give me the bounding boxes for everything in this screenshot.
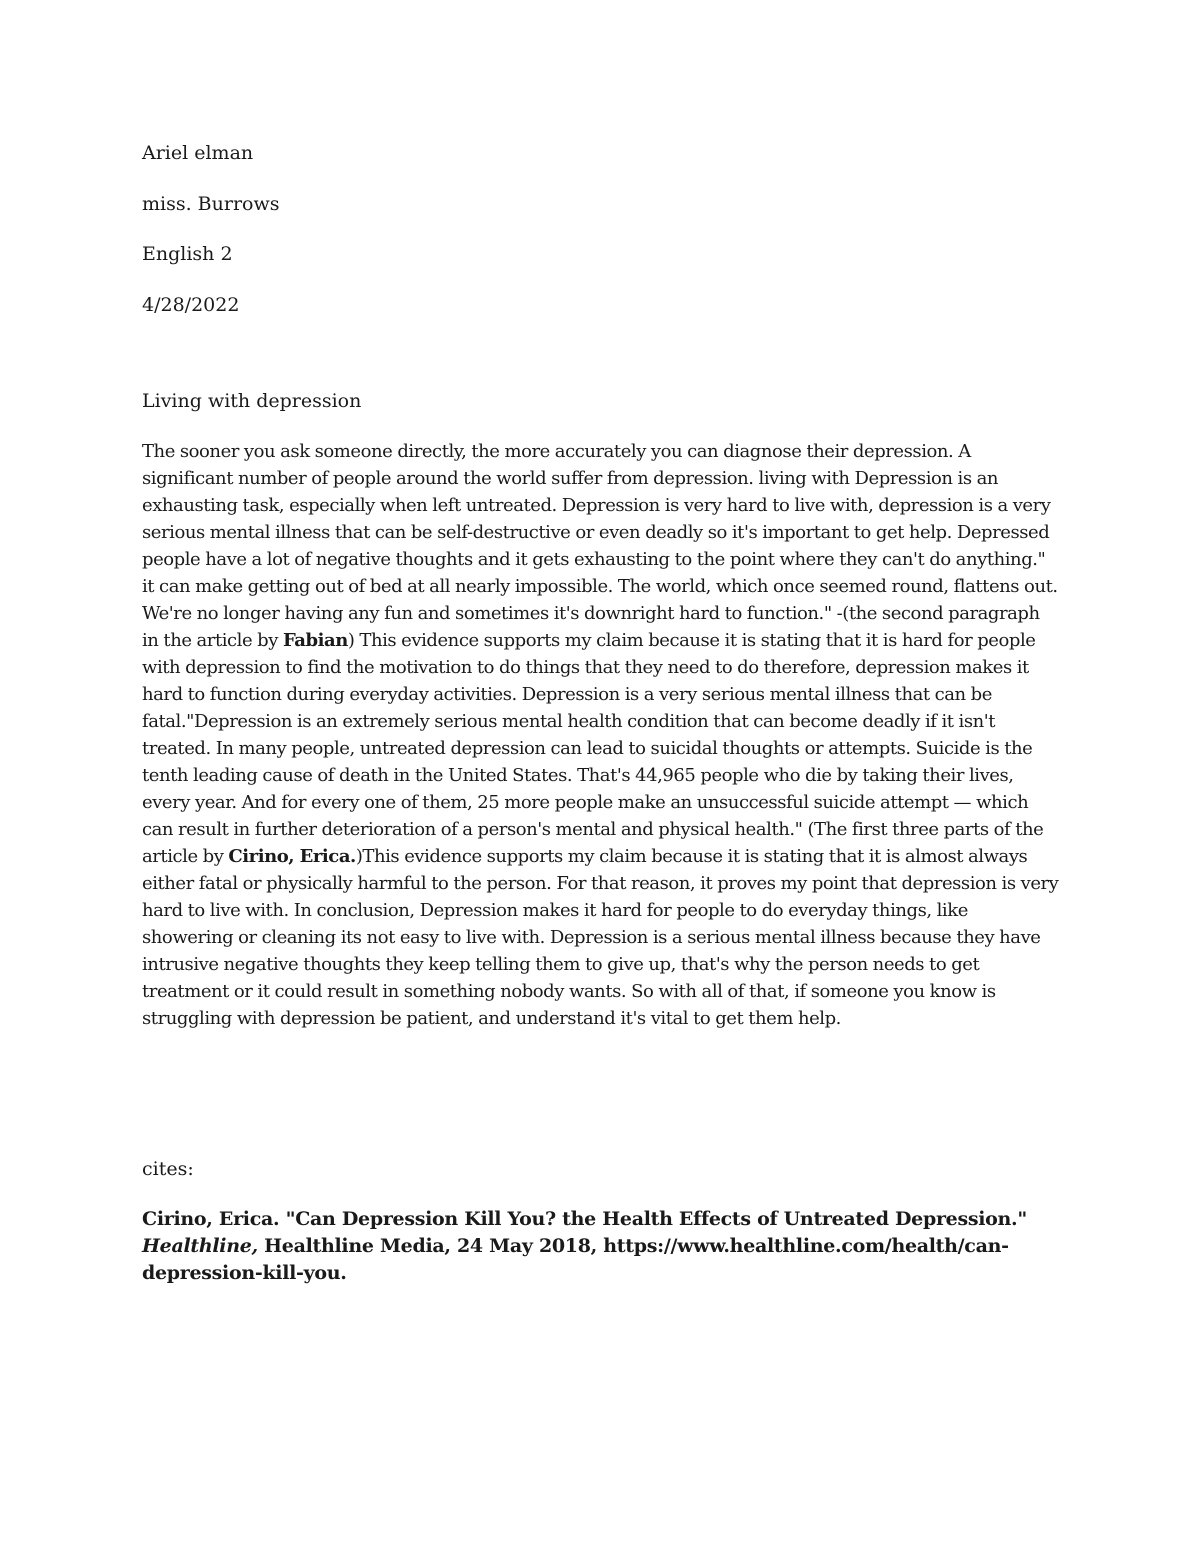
essay-body-part-2: ) This evidence supports my claim because it is stating that it is hard for people with depression to find the motivation to do things that they need to do therefore, depression makes it hard to function during everyday activities. Depression is a very serious mental illness that can be fatal."Depression is an extremely serious mental health condition that can become deadly if it isn't treated. In many people, untreated depression can lead to suicidal thoughts or attempts. Suicide is the tenth leading cause of death in the United States. That's 44,965 people who die by taking their lives, every year. And for every one of them, 25 more people make an unsuccessful suicide attempt — which can result in further deterioration of a person's mental and physical health." (The first three parts of the article by — [142, 629, 1044, 867]
essay-body-part-1: The sooner you ask someone directly, the more accurately you can diagnose their depression. A significant number of people around the world suffer from depression. living with Depression is an exhausting task, especially when left untreated. Depression is very hard to live with, depression is a very serious mental illness that can be self-destructive or even deadly so it's important to get help. Depressed people have a lot of negative thoughts and it gets exhausting to the point where they can't do anything." it can make getting out of bed at all nearly impossible. The world, which once seemed round, flattens out. We're no longer having any fun and sometimes it's downright hard to function." -(the second paragraph in the article by — [142, 440, 1058, 651]
essay-body — [142, 438, 1060, 1032]
essay-title: Living with depression — [142, 389, 362, 412]
essay-author-cirino: Cirino, Erica. — [228, 845, 356, 867]
essay-author-fabian: Fabian — [282, 629, 348, 651]
essay-date: 4/28/2022 — [142, 293, 240, 316]
citation-journal: Healthline, — [142, 1234, 258, 1257]
teacher-name: miss. Burrows — [142, 192, 280, 215]
citation-part-1: Cirino, Erica. "Can Depression Kill You? the Health Effects of Untreated Depression." — [142, 1207, 1027, 1230]
course-name: English 2 — [142, 243, 233, 265]
citation-entry — [142, 1206, 1060, 1287]
cites-label: cites: — [142, 1157, 194, 1180]
essay-body-part-3: )This evidence supports my claim because it is stating that it is almost always either fatal or physically harmful to the person. For that reason, it proves my point that depression is very hard to live with. In conclusion, Depression makes it hard for people to do everyday things, like showering or cleaning its not easy to live with. Depression is a serious mental illness because they have intrusive negative thoughts they keep telling them to give up, that's why the person needs to get treatment or it could result in something nobody wants. So with all of that, if someone you know is struggling with depression be patient, and understand it's vital to get them help. — [142, 845, 1059, 1029]
student-name: Ariel elman — [142, 142, 254, 164]
document-content — [142, 140, 1060, 1287]
citation-part-2: Healthline Media, 24 May 2018, https://www.healthline.com/health/can-depression-kill-you. — [142, 1234, 1009, 1284]
